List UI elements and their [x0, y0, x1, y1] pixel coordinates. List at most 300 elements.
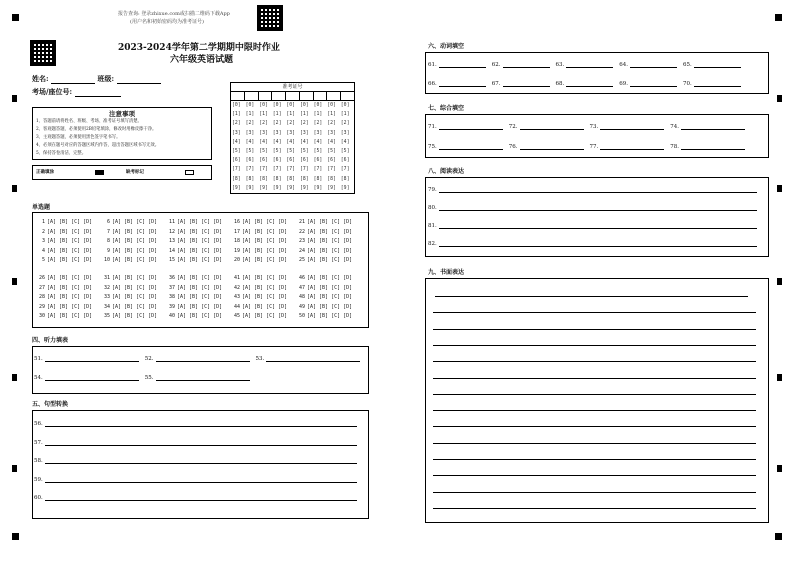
choice-number: 50	[298, 313, 305, 319]
ticket-bubble[interactable]: [9]	[327, 185, 336, 191]
answer-line[interactable]	[566, 67, 613, 68]
choice-options[interactable]: [A] [B] [C] [D]	[177, 238, 223, 244]
ticket-bubble[interactable]: [4]	[272, 139, 282, 145]
choice-number: 21	[298, 219, 305, 225]
ticket-bubble[interactable]: [8]	[272, 176, 282, 182]
choice-options[interactable]: [A] [B] [C] [D]	[112, 238, 158, 244]
ticket-bubble[interactable]: [6]	[340, 158, 350, 164]
seat-field[interactable]	[75, 96, 121, 97]
writing-line[interactable]	[433, 410, 756, 411]
seat-label: 考场/座位号:	[32, 87, 73, 96]
choice-options[interactable]: [A] [B] [C] [D]	[112, 313, 158, 319]
choice-item[interactable]	[167, 293, 222, 303]
ticket-bubble[interactable]: [5]	[286, 149, 296, 155]
choice-options[interactable]: [A] [B] [C] [D]	[112, 275, 158, 281]
ticket-bubble[interactable]: [2]	[340, 121, 350, 127]
comprehensive-title: 七、综合填空	[428, 105, 465, 112]
ticket-bubble[interactable]: [3]	[340, 130, 350, 136]
answer-line[interactable]	[45, 500, 357, 501]
transform-item: 57.	[34, 440, 357, 446]
choice-item[interactable]	[167, 218, 222, 228]
ticket-bubble[interactable]: [2]	[272, 121, 282, 127]
ticket-bubble[interactable]: [4]	[313, 139, 323, 145]
notice-box	[32, 107, 212, 160]
answer-line[interactable]	[439, 228, 757, 229]
choice-item[interactable]	[167, 256, 222, 266]
choice-options[interactable]: [A] [B] [C] [D]	[242, 284, 288, 291]
choice-options[interactable]: [A] [B] [C] [D]	[242, 257, 288, 263]
answer-line[interactable]	[694, 86, 741, 87]
choice-options[interactable]: [A] [B] [C] [D]	[307, 228, 353, 235]
choice-item[interactable]	[37, 293, 92, 303]
choice-options[interactable]: [A] [B] [C] [D]	[47, 313, 93, 319]
choice-item[interactable]	[167, 247, 222, 257]
choice-options[interactable]: [A] [B] [C] [D]	[307, 219, 353, 225]
ticket-bubble[interactable]: [5]	[313, 149, 323, 155]
choice-options[interactable]: [A] [B] [C] [D]	[307, 284, 353, 291]
ticket-bubble[interactable]: [8]	[232, 176, 241, 182]
ticket-bubble[interactable]: [7]	[340, 167, 350, 173]
choice-item[interactable]	[37, 303, 92, 313]
answer-line[interactable]	[439, 246, 757, 247]
answer-line[interactable]	[520, 149, 584, 150]
choice-options[interactable]: [A] [B] [C] [D]	[177, 247, 223, 254]
choice-options[interactable]: [A] [B] [C] [D]	[47, 257, 93, 263]
answer-line[interactable]	[600, 149, 664, 150]
choice-options[interactable]: [A] [B] [C] [D]	[177, 313, 223, 319]
ticket-bubble[interactable]: [2]	[327, 121, 336, 127]
ticket-bubble[interactable]: [6]	[245, 158, 255, 164]
ticket-bubble[interactable]: [7]	[286, 167, 296, 173]
choice-item[interactable]	[297, 218, 352, 228]
ticket-bubble[interactable]: [0]	[340, 103, 350, 108]
ticket-bubble[interactable]: [3]	[300, 130, 309, 136]
choice-item[interactable]	[232, 237, 287, 247]
choice-item[interactable]	[297, 303, 352, 313]
ticket-bubble[interactable]: [9]	[300, 185, 309, 191]
answer-line[interactable]	[45, 380, 139, 381]
answer-line[interactable]	[439, 210, 757, 211]
answer-line[interactable]	[45, 426, 357, 427]
app-note-line2: (用户名和初始密码均为准考证号)	[130, 19, 204, 25]
answer-line[interactable]	[503, 67, 550, 68]
ticket-bubble[interactable]: [7]	[259, 167, 268, 173]
writing-line[interactable]	[433, 426, 756, 427]
choice-options[interactable]: [A] [B] [C] [D]	[47, 219, 93, 225]
writing-line[interactable]	[433, 361, 756, 362]
choice-options[interactable]: [A] [B] [C] [D]	[177, 228, 223, 235]
choice-number: 5	[41, 257, 45, 263]
answer-line[interactable]	[600, 129, 664, 130]
choice-item[interactable]	[167, 274, 222, 284]
ticket-bubble[interactable]: [3]	[313, 130, 323, 136]
ticket-bubble[interactable]: [1]	[300, 112, 309, 118]
choice-number: 27	[38, 284, 45, 291]
timing-mark	[12, 95, 17, 102]
choice-item[interactable]	[232, 274, 287, 284]
ticket-bubble[interactable]: [1]	[232, 112, 241, 118]
choice-options[interactable]: [A] [B] [C] [D]	[112, 303, 158, 310]
choice-item[interactable]	[167, 312, 222, 322]
writing-line[interactable]	[433, 459, 756, 460]
ticket-bubble[interactable]: [4]	[259, 139, 268, 145]
reading-item: 79.	[428, 187, 757, 193]
choice-options[interactable]: [A] [B] [C] [D]	[242, 238, 288, 244]
ticket-bubble[interactable]: [7]	[300, 167, 309, 173]
choice-options[interactable]: [A] [B] [C] [D]	[177, 303, 223, 310]
writing-line[interactable]	[435, 296, 748, 297]
ticket-bubble[interactable]: [2]	[245, 121, 255, 127]
ticket-bubble[interactable]: [5]	[327, 149, 336, 155]
ticket-column[interactable]	[273, 101, 282, 193]
ticket-bubble[interactable]: [3]	[245, 130, 255, 136]
ticket-bubble[interactable]: [8]	[340, 176, 350, 182]
ticket-bubble[interactable]: [5]	[259, 149, 268, 155]
ticket-bubble[interactable]: [9]	[259, 185, 268, 191]
choice-number: 3	[41, 238, 45, 244]
writing-line[interactable]	[433, 508, 756, 509]
choice-options[interactable]: [A] [B] [C] [D]	[47, 275, 93, 281]
choice-item[interactable]	[232, 303, 287, 313]
ticket-bubble[interactable]: [8]	[259, 176, 268, 182]
ticket-bubble[interactable]: [4]	[245, 139, 255, 145]
notice-title: 注意事项	[109, 110, 135, 118]
choice-number: 49	[298, 303, 305, 310]
choice-item[interactable]	[102, 293, 157, 303]
ticket-bubble[interactable]: [6]	[272, 158, 282, 164]
ticket-bubble[interactable]: [1]	[327, 112, 336, 118]
ticket-bubble[interactable]: [7]	[313, 167, 323, 173]
choice-item[interactable]	[102, 312, 157, 322]
writing-line[interactable]	[433, 443, 756, 444]
registration-mark	[775, 14, 782, 21]
ticket-bubble[interactable]: [8]	[286, 176, 296, 182]
choice-number: 9	[106, 247, 110, 254]
answer-line[interactable]	[439, 192, 757, 193]
ticket-bubble[interactable]: [0]	[259, 103, 268, 108]
ticket-bubble[interactable]: [9]	[232, 185, 241, 191]
choice-item[interactable]	[102, 247, 157, 257]
ticket-bubble[interactable]: [2]	[286, 121, 296, 127]
choice-number: 48	[298, 294, 305, 300]
writing-box[interactable]	[425, 278, 769, 523]
ticket-bubble[interactable]: [1]	[313, 112, 323, 118]
ticket-bubble[interactable]: [8]	[327, 176, 336, 182]
answer-line[interactable]	[439, 67, 486, 68]
ticket-bubble[interactable]: [5]	[232, 149, 241, 155]
transform-item: 59.	[34, 477, 357, 483]
ticket-bubble[interactable]: [4]	[300, 139, 309, 145]
choice-options[interactable]: [A] [B] [C] [D]	[177, 219, 223, 225]
choice-options[interactable]: [A] [B] [C] [D]	[242, 247, 288, 254]
ticket-bubble[interactable]: [4]	[232, 139, 241, 145]
ticket-bubble[interactable]: [7]	[327, 167, 336, 173]
writing-line[interactable]	[433, 492, 756, 493]
answer-line[interactable]	[694, 67, 741, 68]
ticket-bubble[interactable]: [3]	[327, 130, 336, 136]
ticket-bubble[interactable]: [6]	[313, 158, 323, 164]
choice-options[interactable]: [A] [B] [C] [D]	[112, 228, 158, 235]
ticket-column[interactable]	[300, 101, 309, 193]
answer-line[interactable]	[566, 86, 613, 87]
ticket-column[interactable]	[232, 101, 241, 193]
choice-item[interactable]	[102, 256, 157, 266]
writing-line[interactable]	[433, 345, 756, 346]
ticket-bubble[interactable]: [6]	[232, 158, 241, 164]
ticket-bubble[interactable]: [1]	[259, 112, 268, 118]
verb-row: 61. 62. 63. 64. 65.	[428, 62, 741, 68]
writing-line[interactable]	[433, 475, 756, 476]
ticket-bubble[interactable]: [7]	[272, 167, 282, 173]
ticket-bubble[interactable]: [4]	[327, 139, 336, 145]
ticket-bubble[interactable]: [6]	[259, 158, 268, 164]
choice-number: 2	[41, 228, 45, 235]
choice-number: 7	[106, 228, 110, 235]
choice-options[interactable]: [A] [B] [C] [D]	[177, 257, 223, 263]
choice-item[interactable]	[102, 284, 157, 294]
fill-legend	[32, 165, 212, 180]
choice-number: 40	[168, 313, 175, 319]
class-field[interactable]	[117, 83, 161, 84]
ticket-bubble[interactable]: [0]	[232, 103, 241, 108]
ticket-column[interactable]	[314, 101, 323, 193]
registration-mark	[12, 14, 19, 21]
page-title: 2023-2024学年第二学期期中限时作业	[118, 43, 280, 53]
ticket-bubble[interactable]: [0]	[286, 103, 296, 108]
ticket-bubble[interactable]: [2]	[313, 121, 323, 127]
ticket-bubble[interactable]: [8]	[300, 176, 309, 182]
choice-options[interactable]: [A] [B] [C] [D]	[307, 238, 353, 244]
notice-item: 5、保持答卷清洁、完整。	[36, 151, 86, 156]
ticket-bubble[interactable]: [5]	[245, 149, 255, 155]
notice-item: 3、主观题答题，必须使用黑色签字笔书写。	[36, 135, 121, 140]
ticket-column[interactable]	[341, 101, 350, 193]
choice-item[interactable]	[297, 256, 352, 266]
choice-item[interactable]	[297, 237, 352, 247]
choice-options[interactable]: [A] [B] [C] [D]	[242, 313, 288, 319]
choice-options[interactable]: [A] [B] [C] [D]	[112, 257, 158, 263]
answer-line[interactable]	[45, 482, 357, 483]
timing-mark	[777, 278, 782, 285]
choice-item[interactable]	[102, 274, 157, 284]
writing-line[interactable]	[433, 329, 756, 330]
ticket-bubble[interactable]: [6]	[300, 158, 309, 164]
ticket-bubble[interactable]: [7]	[232, 167, 241, 173]
answer-line[interactable]	[266, 361, 360, 362]
choice-options[interactable]: [A] [B] [C] [D]	[307, 294, 353, 300]
notice-item: 1、答题前请将姓名、班级、考场、准考证号填写清楚。	[36, 119, 142, 124]
choice-number: 28	[38, 294, 45, 300]
answer-line[interactable]	[156, 380, 250, 381]
ticket-bubble[interactable]: [9]	[245, 185, 255, 191]
choice-options[interactable]: [A] [B] [C] [D]	[307, 275, 353, 281]
choice-item[interactable]	[37, 247, 92, 257]
choice-item[interactable]	[297, 228, 352, 238]
choice-options[interactable]: [A] [B] [C] [D]	[307, 257, 353, 263]
choice-item[interactable]	[167, 228, 222, 238]
choice-number: 47	[298, 284, 305, 291]
ticket-bubble[interactable]: [0]	[300, 103, 309, 108]
ticket-bubble[interactable]: [3]	[272, 130, 282, 136]
choice-options[interactable]: [A] [B] [C] [D]	[242, 275, 288, 281]
answer-line[interactable]	[630, 67, 677, 68]
choice-item[interactable]	[167, 303, 222, 313]
ticket-bubble[interactable]: [5]	[272, 149, 282, 155]
choice-options[interactable]: [A] [B] [C] [D]	[47, 294, 93, 300]
choice-item[interactable]	[232, 284, 287, 294]
choice-options[interactable]: [A] [B] [C] [D]	[47, 284, 93, 291]
choice-options[interactable]: [A] [B] [C] [D]	[242, 303, 288, 310]
choice-number: 36	[168, 275, 175, 281]
choice-number: 8	[106, 238, 110, 244]
ticket-bubble[interactable]: [5]	[300, 149, 309, 155]
ticket-column[interactable]	[286, 101, 295, 193]
ticket-bubble[interactable]: [6]	[327, 158, 336, 164]
answer-line[interactable]	[439, 129, 503, 130]
choice-item[interactable]	[232, 247, 287, 257]
choice-options[interactable]: [A] [B] [C] [D]	[47, 303, 93, 310]
choice-item[interactable]	[232, 228, 287, 238]
choice-item[interactable]	[37, 218, 92, 228]
choice-item[interactable]	[102, 218, 157, 228]
choice-item[interactable]	[297, 247, 352, 257]
ticket-bubble[interactable]: [4]	[340, 139, 350, 145]
choice-options[interactable]: [A] [B] [C] [D]	[177, 294, 223, 300]
ticket-bubble[interactable]: [3]	[259, 130, 268, 136]
ticket-bubble[interactable]: [3]	[232, 130, 241, 136]
writing-line[interactable]	[433, 312, 756, 313]
choice-item[interactable]	[232, 256, 287, 266]
notice-list	[33, 118, 211, 158]
choice-options[interactable]: [A] [B] [C] [D]	[307, 247, 353, 254]
ticket-column[interactable]	[259, 101, 268, 193]
ticket-bubble[interactable]: [1]	[272, 112, 282, 118]
answer-line[interactable]	[439, 86, 486, 87]
ticket-bubble[interactable]: [0]	[245, 103, 255, 108]
ticket-write-row[interactable]	[231, 92, 354, 101]
answer-line[interactable]	[45, 361, 139, 362]
ticket-bubble[interactable]: [6]	[286, 158, 296, 164]
answer-line[interactable]	[45, 463, 357, 464]
choice-item[interactable]	[37, 274, 92, 284]
choice-item[interactable]	[297, 293, 352, 303]
ticket-bubble[interactable]: [3]	[286, 130, 296, 136]
choice-item[interactable]	[102, 303, 157, 313]
choice-item[interactable]	[167, 237, 222, 247]
choice-number: 35	[103, 313, 110, 319]
choice-options[interactable]: [A] [B] [C] [D]	[112, 284, 158, 291]
answer-line[interactable]	[520, 129, 584, 130]
answer-line[interactable]	[156, 361, 250, 362]
ticket-bubble[interactable]: [1]	[286, 112, 296, 118]
choice-item[interactable]	[232, 312, 287, 322]
answer-line[interactable]	[439, 149, 503, 150]
choice-item[interactable]	[232, 218, 287, 228]
writing-line[interactable]	[433, 394, 756, 395]
transform-item: 60.	[34, 495, 357, 501]
choice-item[interactable]	[37, 256, 92, 266]
choice-number: 30	[38, 313, 45, 319]
choice-options[interactable]: [A] [B] [C] [D]	[307, 303, 353, 310]
choice-item[interactable]	[297, 312, 352, 322]
ticket-bubble[interactable]: [2]	[232, 121, 241, 127]
ticket-bubble[interactable]: [9]	[313, 185, 323, 191]
choice-item[interactable]	[102, 228, 157, 238]
choice-options[interactable]: [A] [B] [C] [D]	[47, 228, 93, 235]
ticket-bubble[interactable]: [0]	[327, 103, 336, 108]
choice-item[interactable]	[297, 274, 352, 284]
ticket-column[interactable]	[246, 101, 255, 193]
listening-box	[32, 346, 369, 394]
absent-mark-box[interactable]	[185, 170, 194, 175]
ticket-column[interactable]	[327, 101, 336, 193]
ticket-bubble[interactable]: [1]	[340, 112, 350, 118]
choice-number: 11	[168, 219, 175, 225]
ticket-bubble[interactable]: [9]	[286, 185, 296, 191]
student-info-row2	[32, 87, 121, 97]
choice-options[interactable]: [A] [B] [C] [D]	[177, 284, 223, 291]
choice-options[interactable]: [A] [B] [C] [D]	[242, 228, 288, 235]
timing-mark	[777, 374, 782, 381]
ticket-bubble[interactable]: [2]	[259, 121, 268, 127]
ticket-bubble[interactable]: [9]	[340, 185, 350, 191]
choice-options[interactable]: [A] [B] [C] [D]	[112, 294, 158, 300]
ticket-bubble[interactable]: [0]	[272, 103, 282, 108]
timing-mark	[777, 185, 782, 192]
choice-item[interactable]	[37, 312, 92, 322]
single-choice-title: 单选题	[32, 204, 51, 211]
choice-item[interactable]	[167, 284, 222, 294]
qr-code-icon	[30, 40, 56, 66]
choice-options[interactable]: [A] [B] [C] [D]	[47, 247, 93, 254]
choice-options[interactable]: [A] [B] [C] [D]	[112, 247, 158, 254]
choice-item[interactable]	[37, 237, 92, 247]
ticket-bubble[interactable]: [2]	[300, 121, 309, 127]
student-info-row1	[32, 74, 161, 84]
ticket-bubble[interactable]: [4]	[286, 139, 296, 145]
choice-item[interactable]	[232, 293, 287, 303]
choice-item[interactable]	[297, 284, 352, 294]
choice-item[interactable]	[37, 284, 92, 294]
choice-options[interactable]: [A] [B] [C] [D]	[177, 275, 223, 281]
choice-item[interactable]	[102, 237, 157, 247]
choice-options[interactable]: [A] [B] [C] [D]	[242, 294, 288, 300]
choice-number: 43	[233, 294, 240, 300]
ticket-bubble[interactable]: [1]	[245, 112, 255, 118]
answer-line[interactable]	[503, 86, 550, 87]
listening-row2: 54. 55.	[34, 375, 250, 381]
choice-options[interactable]: [A] [B] [C] [D]	[112, 219, 158, 225]
answer-line[interactable]	[630, 86, 677, 87]
answer-line[interactable]	[45, 445, 357, 446]
ticket-bubble[interactable]: [0]	[313, 103, 323, 108]
ticket-bubble[interactable]: [8]	[245, 176, 255, 182]
ticket-bubble[interactable]: [7]	[245, 167, 255, 173]
answer-line[interactable]	[681, 149, 745, 150]
ticket-bubble[interactable]: [8]	[313, 176, 323, 182]
ticket-bubble[interactable]: [9]	[272, 185, 282, 191]
choice-item[interactable]	[37, 228, 92, 238]
name-field[interactable]	[51, 83, 95, 84]
answer-line[interactable]	[681, 129, 745, 130]
timing-mark	[12, 465, 17, 472]
choice-options[interactable]: [A] [B] [C] [D]	[242, 219, 288, 225]
writing-line[interactable]	[433, 378, 756, 379]
ticket-bubble[interactable]: [5]	[340, 149, 350, 155]
choice-options[interactable]: [A] [B] [C] [D]	[307, 313, 353, 319]
class-label: 班级:	[97, 74, 115, 83]
choice-options[interactable]: [A] [B] [C] [D]	[47, 238, 93, 244]
